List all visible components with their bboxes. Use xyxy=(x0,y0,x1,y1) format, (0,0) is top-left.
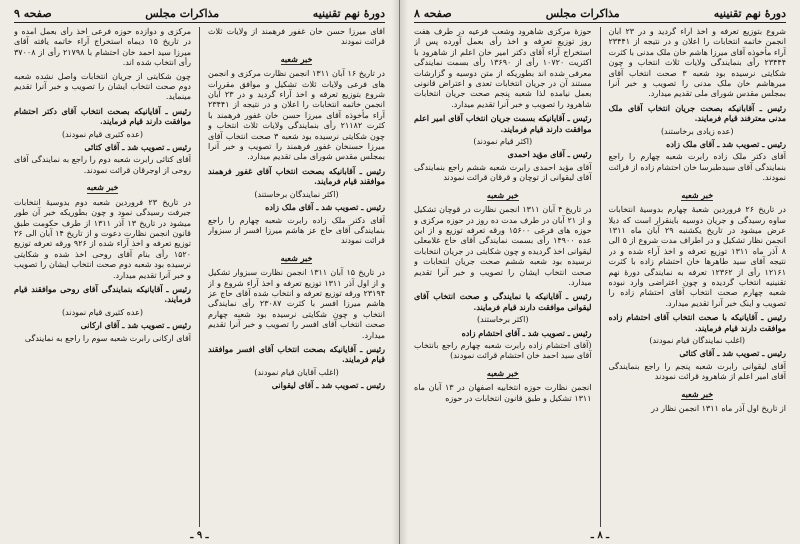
speaker-line: رئیس ـ آقای مؤید احمدی xyxy=(507,149,592,160)
section-heading: خبر شعبه xyxy=(486,367,519,378)
paragraph: آقای ارکانی رابرت شعبه سوم را راجع به نمایندگی xyxy=(24,333,191,343)
speaker-line: رئیس ـ آقابانیکه بصحت جریان انتخاب آقای ملک مدنی معترفند قیام فرمایند. xyxy=(608,102,786,124)
section-heading-wrapper xyxy=(208,51,385,67)
paragraph: آقای دکتر ملک زاده رابرت شعبه چهارم را راجع بنمایندگی آقای سیدطبرسا خان احتشام زاده از قرائت نمودند. xyxy=(608,152,786,183)
columns-left-page xyxy=(14,27,385,527)
paragraph: آقای میرزا حسن خان غفور فرهمند از ولایات ثلاث قرائت نمودند xyxy=(208,27,385,47)
stage-note: (اغلب نمایندگان قیام نمودند) xyxy=(649,335,746,345)
column-divider xyxy=(600,27,601,527)
speaker-line: رئیس ـ آقایانیکه با صحت انتخاب آقای احتشام زاده موافقت دارند قیام فرمایند. xyxy=(608,312,786,333)
section-heading-wrapper xyxy=(208,250,385,266)
section-heading: خبر شعبه xyxy=(681,189,714,200)
stage-note: (عده کثیری قیام نمودند) xyxy=(62,307,143,317)
speaker-line: رئیس ـ آقابانیکه بصحت انتخاب آقای غفور فرهمند موافقند قیام فرمایند. xyxy=(208,165,385,187)
paragraph: در تاریخ ۱۶ آبان ۱۳۱۱ انجمن نظارت مرکزی و انجمن های فرعی ولایات ثلاث تشکیل و موافق مقررات شروع بتوزیع تعرفه و اخذ آراء گردید و در ۲۳ آبان انجمن خاتمه انتخابات را اعلان و در نتیجه از ۲۳۴۴۱ آراء مأخوذه آقای میرزا حسن خان غفور فرهمند با کثرت ۲۱۱۸۲ رأی بنمایندگی ولایات ثلاث انتخاب و چون شکایتی نرسیده بود شعبه ۳ صحت انتخاب آقای میرزا حسنخان غفور فرهمند را تصویب و خبر آنرا بمجلس مقدس شورای ملی تقدیم میدارد. xyxy=(208,69,385,162)
column-divider xyxy=(199,27,200,527)
header-page-number: صفحه ۸ xyxy=(414,6,452,20)
section-heading-wrapper xyxy=(14,179,191,195)
paragraph: در تاریخ ۲۶ فروردین شعبهٔ چهارم بدوسیهٔ انتخابات ساوه رسیدگی و جریان دوسیه باینقرار است که دیلا عرض میشود در تاریخ یکشنبه ۲۹ آبان ماه ۱۳۱۱ انجمن نظار تشکیل و در اطراف مدت شروع از ۵ الی ۸ آذر ماه ۱۳۱۱ توزیع تعرفه و اخذ آراء شده و در نتیجه آقای سید طاهرها خان احتشام زاده با کثرت ۱۲۱۶۱ رأی از ۱۲۳۶۲ تعرفه به نمایندگی دورهٔ نهم تقنینیه انتخاب گردیده و چون اعتراضی وارد نبوده شعبه چهارم صحت انتخاب آقای احتشام زاده را تصویب و اینک خبر آنرا تقدیم میدارد. xyxy=(608,205,786,308)
paragraph: آقای کتائی رابرت شعبه دوم را راجع به نمایندگی آقای روحی از اوجرقان قرائت نمودند. xyxy=(14,155,191,175)
stage-note: (عده کثیری قیام نمودند) xyxy=(62,129,143,139)
paragraph: در تاریخ ۲۳ فروردین شعبه دوم بدوسیهٔ انتخابات جبرفت رسیدگی نمود و چون بطوریکه خبر آن طور میشود در تاریخ ۱۳ آذر ۱۳۱۱ از طرف حکومت طبق قانون انجمن نظارت دعوت و از تاریخ ۱۴ آبان الی ۲۶ توزیع تعرفه و اخذ آراء شده از ۹۲۶ ورقه تعرفه توزیع ۱۵۲۰ رأی بنام آقای روحی اخذ شده و شکایتی نرسیده بود شعبه دوم صحت انتخاب ایشان را تصویب و خبر آنرا تقدیم میدارد. xyxy=(14,197,191,280)
stage-note: (اکثر قیام نمودند) xyxy=(473,137,533,147)
paragraph: در تاریخ ۴ آبان ۱۳۱۱ انجمن نظارت در قوچان تشکیل و از ۲۱ آبان در طرف مدت ده روز در حوزه مرکزی و حوزه های فرعی ۱۵۶۰۰ ورقه تعرفه توزیع و از این عده ۱۴۹۰۰ رأی بسمت نمایندگی آقای حاج غلامعلی لیقوانی اخذ گردیده و چون شکایتی در جریان انتخابات نرسیده بود شعبه ششم صحت جریان انتخابات و صحت انتخاب ایشان را تصویب و خبر آنرا تقدیم میدارد. xyxy=(414,205,592,287)
text-column-right xyxy=(609,27,787,527)
section-heading-wrapper xyxy=(414,365,592,381)
paragraph: آقای مؤید احمدی رابرت شعبه ششم راجع بنمایندگی آقای لیقوانی از توچان و قرقان قرائت نمودند xyxy=(414,162,592,183)
section-heading-wrapper xyxy=(414,187,592,203)
page-right xyxy=(400,0,800,544)
section-heading-wrapper xyxy=(609,187,787,203)
paragraph: از تاریخ اول آذر ماه ۱۳۱۱ انجمن نظار در xyxy=(651,404,786,413)
page-header-left xyxy=(14,6,385,23)
speaker-line: رئیس ـ آقایانیکه بصحت انتخاب آقای دکتر احتشام موافقت دارند قیام فرمایند. xyxy=(14,105,191,127)
paragraph: (آقای احتشام زاده رابرت شعبه چهارم راجع بانتخاب آقای سید احمد خان احتشام قرائت نمودند) xyxy=(414,340,592,361)
speaker-line: رئیس ـ آقایانیکه با نمایندگی و صحت انتخاب آقای لیقوانی موافقت دارند قیام فرمایند. xyxy=(414,291,592,312)
section-heading: خبر شعبه xyxy=(681,388,714,399)
paragraph: حوزهٔ مرکزی شاهرود وشعب فرعیه در طرف هفت روز توزیع تعرفه و اخذ رأی بعمل آورده پس از استخراج آراء آقای دکتر امیر خان اعلم از شاهرود با اکثریت ۱۰۷۲۰ رأی از ۱۳۶۹۰ رأی بسمت نمایندگی معرفی شده اند بطوریکه از متن دوسیه و گزارشات مستند آن در جریان انتخابات تعدی و اعتراض قانونی بعمل نیامده لذا شعبه پنجم صحت جریان انتخابات شاهرود را تصویب و خبر آنرا تقدیم میدارد. xyxy=(414,27,592,109)
header-title: مذاکرات مجلس xyxy=(545,6,620,20)
header-page-number: صفحه ۹ xyxy=(14,6,52,20)
section-heading: خبر شعبه xyxy=(280,53,313,64)
text-column-left xyxy=(14,27,191,527)
header-title: مذاکرات مجلس xyxy=(145,6,220,20)
paragraph: آقای لیقوانی رابرت شعبه پنجم را راجع بنمایندگی آقای امیر اعلم از شاهرود قرائت نمودند xyxy=(608,361,786,382)
section-heading-wrapper xyxy=(609,386,787,402)
page-folio: ـ ۹ ـ xyxy=(190,530,209,541)
speaker-line: رئیس ـ آقایانیکه بنمایندگی آقای روحی موافقند قیام فرمایند. xyxy=(14,283,191,305)
header-period: دورهٔ نهم تقنینیه xyxy=(312,6,385,20)
stage-note: (عده زیادی برخاستند) xyxy=(660,126,734,136)
columns-right-page xyxy=(414,27,786,527)
speaker-line: رئیس ـ تصویب شد ـ آقای کتائی xyxy=(679,348,786,359)
stage-note: (اکثر نمایندگان برخاستند) xyxy=(254,189,339,199)
page-header-right xyxy=(414,6,786,23)
paragraph: در تاریخ ۱۵ آبان ۱۳۱۱ انجمن نظارت سبزوار تشکیل و از اول آذر ۱۳۱۱ توزیع تعرفه و اخذ آراء شروع و از ۲۳۱۹۴ ورقه توزیع تعرفه و انتخاب شده آقای حاج عز هاشم میرزا افسر با کثرت ۲۳۰۸۷ رأی نمایندگی انتخاب و چون شکایتی نرسیده بود شعبه چهارم صحت انتخاب آقای افسر را تصویب و خبر آنرا تقدیم میدارد. xyxy=(208,268,385,340)
header-period: دورهٔ نهم تقنینیه xyxy=(713,6,786,20)
speaker-line: رئیس ـ تصویب شد ـ آقای کتائی xyxy=(84,142,191,153)
section-heading: خبر شعبه xyxy=(280,252,313,263)
section-heading: خبر شعبه xyxy=(86,182,119,193)
page-folio: ـ ۸ ـ xyxy=(590,530,610,541)
paragraph: مرکزی و دوازده حوزه فرعی اخذ رأی بعمل آمده و در تاریخ ۱۵ دیماه استخراج آراء خاتمه یافته آقای میرزا سید احمد خان احتشام با ۲۱۷۹۸ رأی از ۳۷۰۰۸ رأی انتخاب شده اند. xyxy=(14,27,191,68)
speaker-line: رئیس ـ تصویب شد ـ آقای ملک زاده xyxy=(265,202,385,213)
paragraph: شروع بتوزیع تعرفه و اخذ آراء گردید و در ۲۳ آبان انجمن خاتمه انتخابات را اعلان و در نتیجه از ۲۳۴۴۱ آراء مأخوذه آقای میرزا هاشم خان ملک مدنی با کثرت ۲۳۴۴۴ رأی بنمایندگی ولایات ثلاث انتخاب و چون شکایتی نرسیده بود شعبه ۳ صحت انتخاب آقای میرهاشم خان ملک مدنی را تصویب و خبر آنرا بمجلس مقدس شورای ملی تقدیم میدارد. xyxy=(608,27,786,99)
paragraph: انجمن نظارت حوزه انتخابیه اصفهان در ۱۳ آبان ماه ۱۳۱۱ تشکیل و طبق قانون انتخابات در حوزه xyxy=(414,383,592,403)
paragraph: آقای دکتر ملک زاده رابرت شعبه چهارم را راجع بنمایندگی آقای حاج عز هاشم میرزا افسر از سبزوار قرائت نمودند xyxy=(208,215,385,246)
text-column-right xyxy=(208,27,385,527)
section-heading: خبر شعبه xyxy=(486,189,519,200)
paragraph: چون شکایتی از جریان انتخابات واصل نشده شعبه دوم صحت انتخاب ایشان را تصویب و خبر آنرا تقدیم مینماید. xyxy=(14,71,191,102)
speaker-line: رئیس ـ آقایانیکه بسمت جریان انتخاب آقای امیر اعلم موافقت دارند قیام فرمایند. xyxy=(414,113,592,134)
speaker-line: رئیس ـ تصویب شد ـ آقای ارکانی xyxy=(80,320,191,331)
speaker-line: رئیس ـ تصویب شد ـ آقای لیقوانی xyxy=(271,380,385,391)
speaker-line: رئیس ـ آقایانیکه بصحت انتخاب آقای افسر موافقند قیام فرمایند. xyxy=(208,343,385,365)
speaker-line: رئیس ـ تصویب شد ـ آقای احتشام زاده xyxy=(461,327,592,338)
speaker-line: رئیس ـ تصویب شد ـ آقای ملک زاده xyxy=(666,139,786,150)
stage-note: (اغلب آقایان قیام نمودند) xyxy=(254,367,339,377)
text-column-left xyxy=(414,27,592,527)
stage-note: (اکثر برخاستند) xyxy=(477,315,529,325)
